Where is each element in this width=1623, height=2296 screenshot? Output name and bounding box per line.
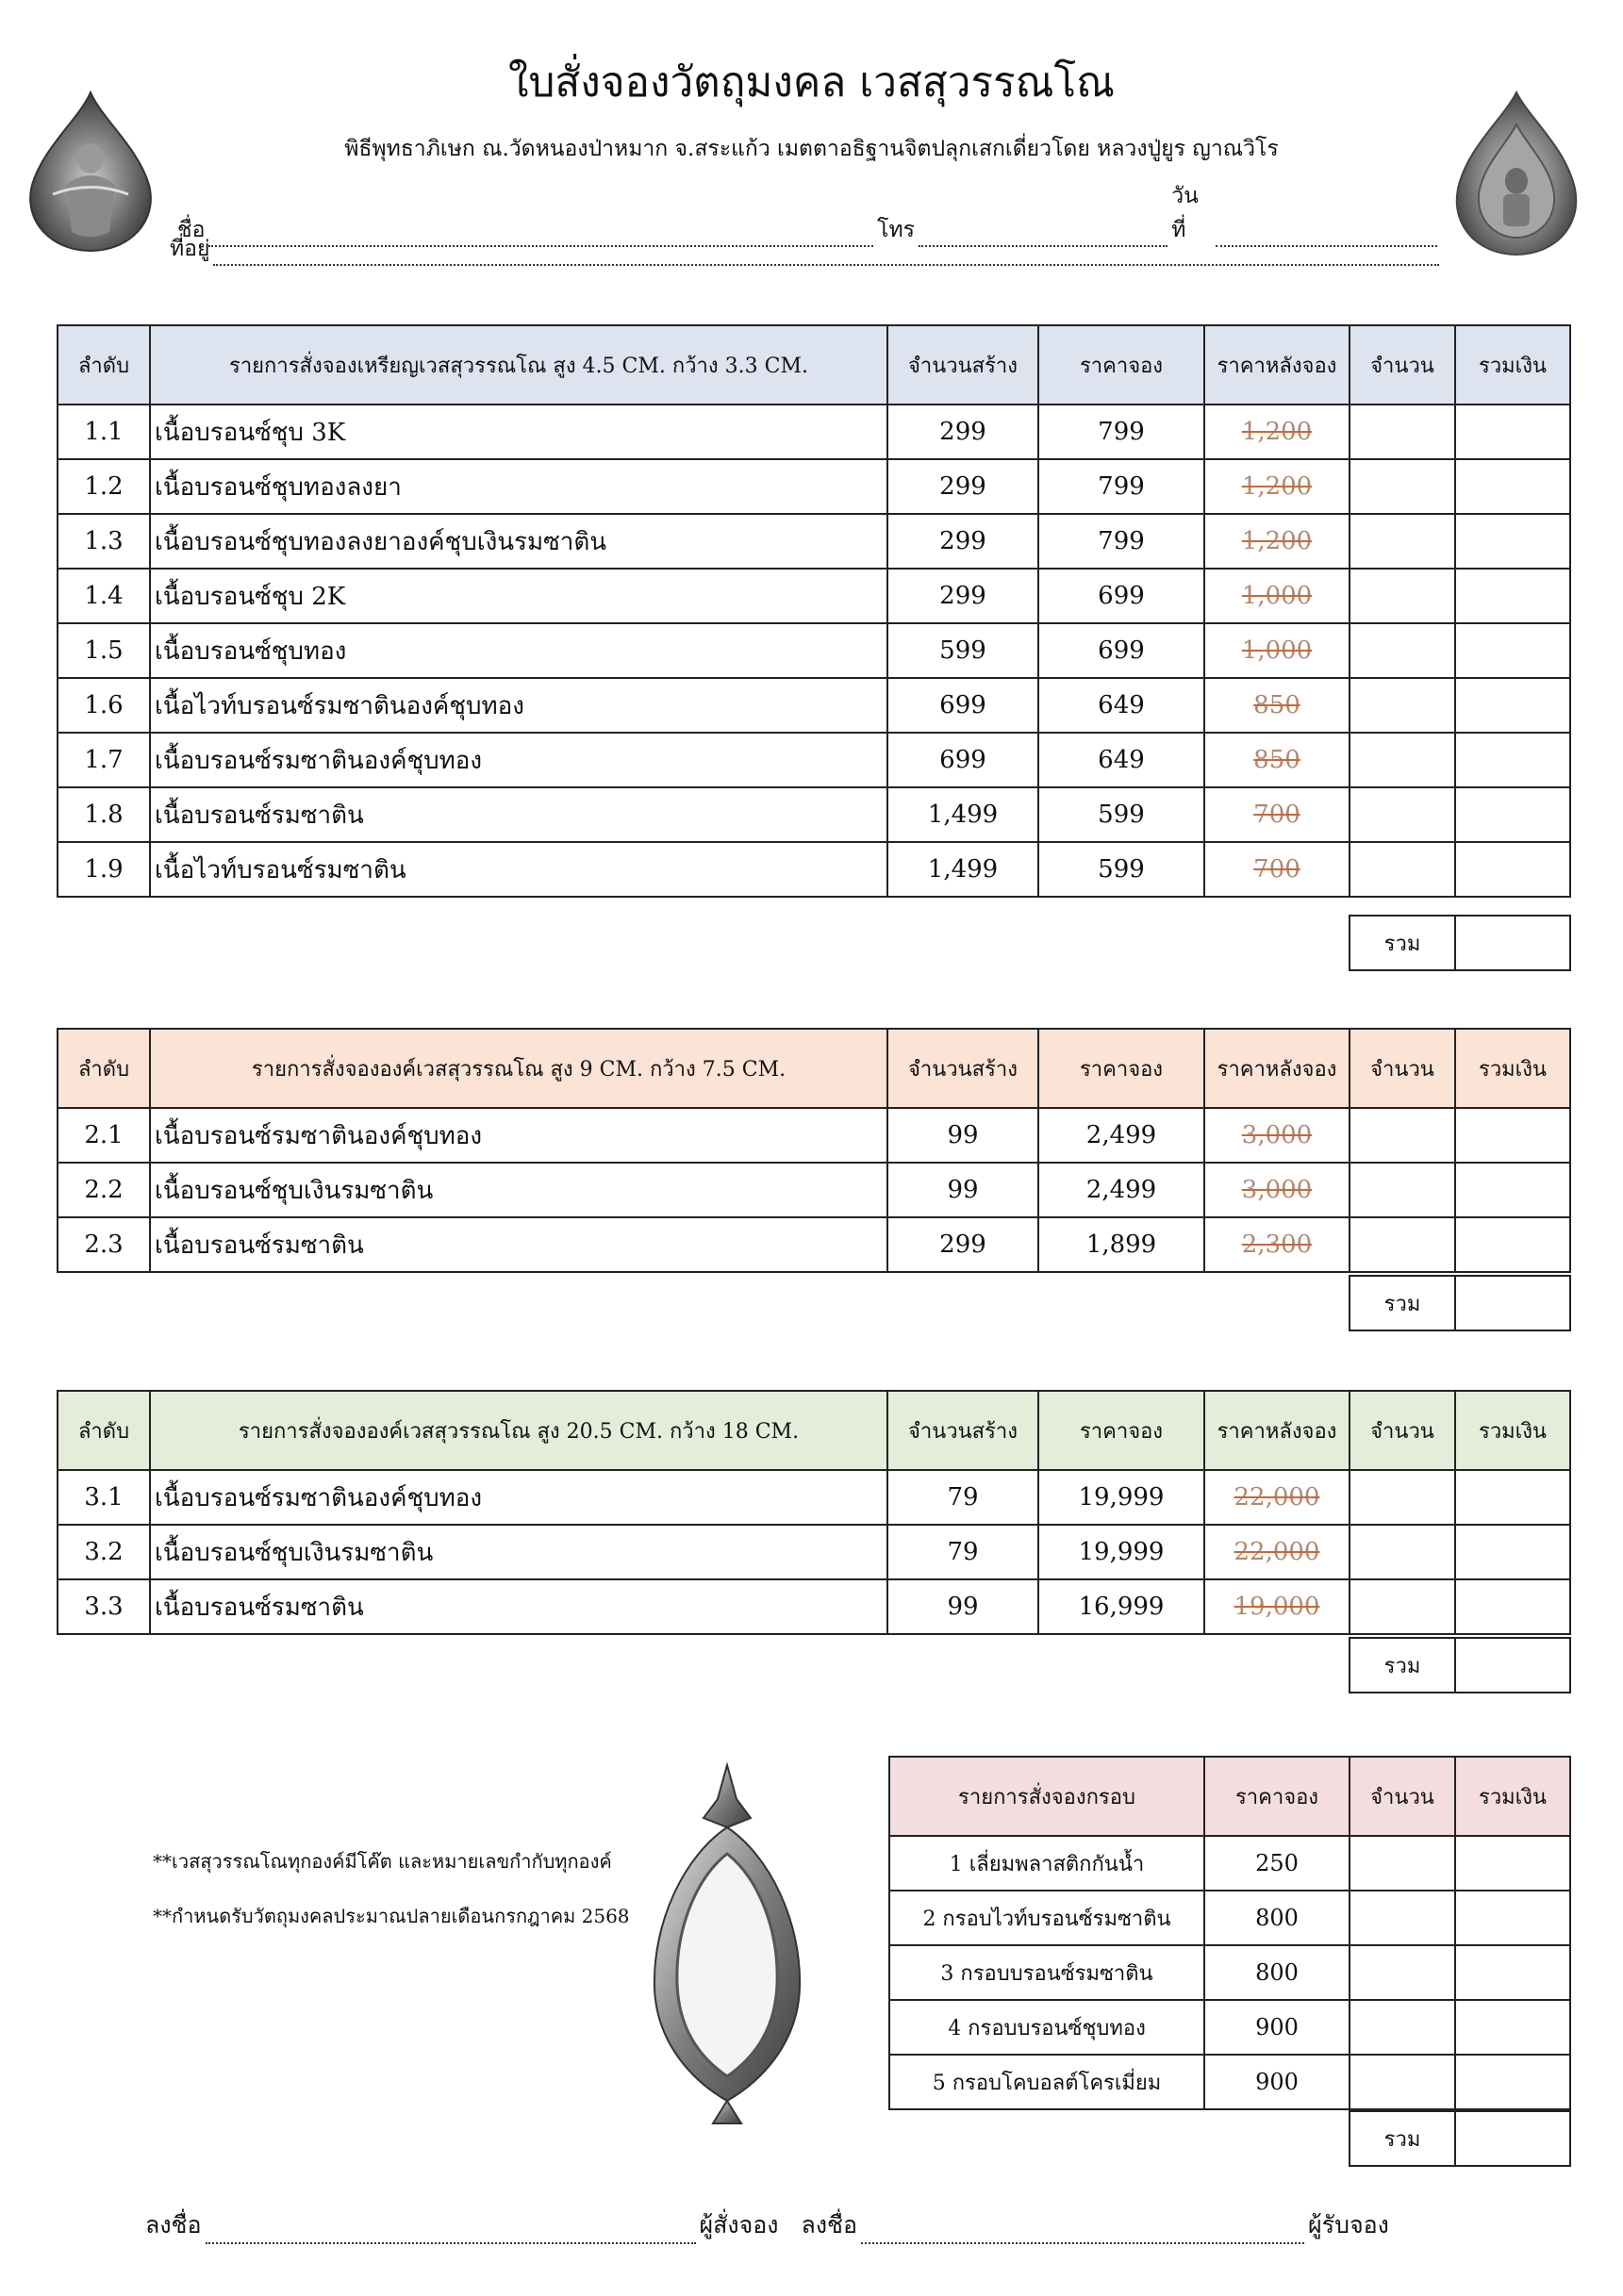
total-cell[interactable] bbox=[1455, 459, 1570, 514]
row-built: 99 bbox=[887, 1163, 1038, 1217]
col-qty: จำนวน bbox=[1350, 325, 1455, 405]
row-price: 19,999 bbox=[1038, 1525, 1204, 1579]
table-row bbox=[58, 459, 1570, 514]
row-no: 1.1 bbox=[58, 405, 150, 459]
total-cell[interactable] bbox=[1455, 2055, 1570, 2109]
receiver-signature-field[interactable] bbox=[861, 2222, 1304, 2244]
page-title: ใบสั่งจองวัตถุมงคล เวสสุวรรณโณ bbox=[508, 58, 1115, 107]
row-no: 1.7 bbox=[58, 733, 150, 787]
row-no: 1.9 bbox=[58, 842, 150, 897]
col-qty: จำนวน bbox=[1350, 1029, 1455, 1108]
qty-cell[interactable] bbox=[1350, 1108, 1455, 1163]
table-row bbox=[58, 787, 1570, 842]
row-after-price: 850 bbox=[1253, 746, 1300, 774]
coin-order-table bbox=[57, 324, 1571, 898]
table-header-row bbox=[58, 1391, 1570, 1470]
table-row bbox=[889, 1945, 1570, 2000]
row-after-price: 19,000 bbox=[1234, 1593, 1320, 1621]
frame-price: 800 bbox=[1204, 1945, 1350, 2000]
total-cell[interactable] bbox=[1455, 733, 1570, 787]
row-item: เนื้อบรอนซ์ชุบทอง bbox=[150, 623, 887, 678]
col-total: รวมเงิน bbox=[1455, 325, 1570, 405]
sign-label-receiver: ลงชื่อ bbox=[801, 2211, 858, 2238]
phone-label: โทร bbox=[877, 218, 915, 242]
total-cell[interactable] bbox=[1455, 514, 1570, 569]
row-after-price: 850 bbox=[1253, 691, 1300, 719]
row-price: 799 bbox=[1038, 514, 1204, 569]
row-after-price: 22,000 bbox=[1234, 1483, 1320, 1511]
col-total: รวมเงิน bbox=[1455, 1391, 1570, 1470]
row-after-price: 3,000 bbox=[1241, 1176, 1313, 1204]
row-no: 3.3 bbox=[58, 1579, 150, 1634]
row-item: เนื้อไวท์บรอนซ์รมซาติน bbox=[150, 842, 887, 897]
name-label: ชื่อ bbox=[177, 218, 206, 242]
row-built: 599 bbox=[887, 623, 1038, 678]
statue-9cm-sum-row bbox=[1349, 1275, 1571, 1331]
note-delivery-date: **กำหนดรับวัตถุมงคลประมาณปลายเดือนกรกฎาคม 2568 bbox=[153, 1905, 630, 1927]
frame-price: 900 bbox=[1204, 2000, 1350, 2055]
qty-cell[interactable] bbox=[1350, 1470, 1455, 1525]
table-row bbox=[58, 1579, 1570, 1634]
row-item: เนื้อบรอนซ์ชุบ 2K bbox=[150, 569, 887, 623]
qty-cell[interactable] bbox=[1350, 569, 1455, 623]
frame-sum-row bbox=[1349, 2110, 1571, 2167]
frame-price: 250 bbox=[1204, 1836, 1350, 1891]
table-row bbox=[889, 1891, 1570, 1945]
row-no: 1.4 bbox=[58, 569, 150, 623]
col-qty: จำนวน bbox=[1350, 1757, 1455, 1836]
total-cell[interactable] bbox=[1455, 1525, 1570, 1579]
table-row bbox=[58, 1525, 1570, 1579]
row-built: 299 bbox=[887, 569, 1038, 623]
sum-label: รวม bbox=[1350, 1638, 1455, 1693]
sum-total-cell[interactable] bbox=[1455, 1638, 1570, 1693]
frame-item: 5 กรอบโคบอลต์โครเมี่ยม bbox=[889, 2055, 1204, 2109]
row-no: 2.2 bbox=[58, 1163, 150, 1217]
qty-cell[interactable] bbox=[1350, 1579, 1455, 1634]
row-item: เนื้อบรอนซ์รมซาตินองค์ชุบทอง bbox=[150, 1470, 887, 1525]
row-built: 79 bbox=[887, 1470, 1038, 1525]
total-cell[interactable] bbox=[1455, 1108, 1570, 1163]
col-after-price: ราคาหลังจอง bbox=[1204, 1029, 1350, 1108]
sign-label-orderer: ลงชื่อ bbox=[145, 2211, 202, 2238]
table-header-row bbox=[889, 1757, 1570, 1836]
col-total: รวมเงิน bbox=[1455, 1757, 1570, 1836]
row-price: 699 bbox=[1038, 569, 1204, 623]
table-row bbox=[58, 1163, 1570, 1217]
row-item: เนื้อไวท์บรอนซ์รมซาตินองค์ชุบทอง bbox=[150, 678, 887, 733]
qty-cell[interactable] bbox=[1350, 405, 1455, 459]
amulet-image-left bbox=[25, 91, 157, 253]
row-no: 2.3 bbox=[58, 1217, 150, 1272]
address-row bbox=[170, 232, 1452, 266]
statue-9cm-order-table bbox=[57, 1028, 1571, 1273]
section-heading: รายการสั่งจององค์เวสสุวรรณโณ สูง 9 CM. กว้าง 7.5 CM. bbox=[150, 1029, 887, 1108]
statue-20cm-order-table bbox=[57, 1390, 1571, 1635]
frame-item: 2 กรอบไวท์บรอนซ์รมซาติน bbox=[889, 1891, 1204, 1945]
sum-label: รวม bbox=[1350, 2111, 1455, 2166]
col-total: รวมเงิน bbox=[1455, 1029, 1570, 1108]
total-cell[interactable] bbox=[1455, 842, 1570, 897]
frame-order-table bbox=[888, 1756, 1571, 2110]
qty-cell[interactable] bbox=[1350, 1163, 1455, 1217]
total-cell[interactable] bbox=[1455, 678, 1570, 733]
sum-total-cell[interactable] bbox=[1455, 2111, 1570, 2166]
row-no: 1.3 bbox=[58, 514, 150, 569]
total-cell[interactable] bbox=[1455, 2000, 1570, 2055]
total-cell[interactable] bbox=[1455, 569, 1570, 623]
row-no: 1.5 bbox=[58, 623, 150, 678]
total-cell[interactable] bbox=[1455, 1891, 1570, 1945]
frame-item: 1 เลี่ยมพลาสติกกันน้ำ bbox=[889, 1836, 1204, 1891]
row-no: 2.1 bbox=[58, 1108, 150, 1163]
address-field[interactable] bbox=[213, 243, 1439, 266]
amulet-image-right bbox=[1450, 91, 1582, 256]
row-built: 299 bbox=[887, 514, 1038, 569]
row-price: 599 bbox=[1038, 787, 1204, 842]
row-price: 2,499 bbox=[1038, 1108, 1204, 1163]
ornate-frame-image bbox=[647, 1761, 807, 2129]
row-price: 799 bbox=[1038, 459, 1204, 514]
row-item: เนื้อบรอนซ์รมซาติน bbox=[150, 787, 887, 842]
col-built: จำนวนสร้าง bbox=[887, 1391, 1038, 1470]
section-heading: รายการสั่งจองเหรียญเวสสุวรรณโณ สูง 4.5 CM. กว้าง 3.3 CM. bbox=[150, 325, 887, 405]
row-item: เนื้อบรอนซ์รมซาตินองค์ชุบทอง bbox=[150, 733, 887, 787]
qty-cell[interactable] bbox=[1350, 1836, 1455, 1891]
table-header-row bbox=[58, 1029, 1570, 1108]
address-label: ที่อยู่ bbox=[170, 237, 210, 261]
table-row bbox=[58, 569, 1570, 623]
total-cell[interactable] bbox=[1455, 1579, 1570, 1634]
coin-sum-row bbox=[1349, 915, 1571, 971]
qty-cell[interactable] bbox=[1350, 2055, 1455, 2109]
qty-cell[interactable] bbox=[1350, 1217, 1455, 1272]
qty-cell[interactable] bbox=[1350, 1525, 1455, 1579]
row-no: 1.2 bbox=[58, 459, 150, 514]
qty-cell[interactable] bbox=[1350, 459, 1455, 514]
total-cell[interactable] bbox=[1455, 1217, 1570, 1272]
col-no: ลำดับ bbox=[58, 1391, 150, 1470]
orderer-role: ผู้สั่งจอง bbox=[699, 2211, 779, 2238]
qty-cell[interactable] bbox=[1350, 1891, 1455, 1945]
qty-cell[interactable] bbox=[1350, 1945, 1455, 2000]
col-no: ลำดับ bbox=[58, 1029, 150, 1108]
table-row bbox=[58, 514, 1570, 569]
row-after-price: 1,200 bbox=[1241, 527, 1313, 555]
row-no: 3.1 bbox=[58, 1470, 150, 1525]
table-row bbox=[58, 842, 1570, 897]
row-item: เนื้อบรอนซ์รมซาติน bbox=[150, 1579, 887, 1634]
total-cell[interactable] bbox=[1455, 405, 1570, 459]
row-built: 99 bbox=[887, 1579, 1038, 1634]
frame-heading: รายการสั่งจองกรอบ bbox=[889, 1757, 1204, 1836]
col-price: ราคาจอง bbox=[1038, 325, 1204, 405]
row-item: เนื้อบรอนซ์ชุบทองลงยาองค์ชุบเงินรมซาติน bbox=[150, 514, 887, 569]
row-after-price: 700 bbox=[1253, 801, 1300, 829]
row-item: เนื้อบรอนซ์รมซาตินองค์ชุบทอง bbox=[150, 1108, 887, 1163]
row-price: 16,999 bbox=[1038, 1579, 1204, 1634]
row-item: เนื้อบรอนซ์ชุบ 3K bbox=[150, 405, 887, 459]
total-cell[interactable] bbox=[1455, 1836, 1570, 1891]
row-price: 649 bbox=[1038, 733, 1204, 787]
qty-cell[interactable] bbox=[1350, 514, 1455, 569]
frame-item: 3 กรอบบรอนซ์รมซาติน bbox=[889, 1945, 1204, 2000]
table-row bbox=[58, 1217, 1570, 1272]
row-price: 1,899 bbox=[1038, 1217, 1204, 1272]
row-no: 3.2 bbox=[58, 1525, 150, 1579]
row-no: 1.8 bbox=[58, 787, 150, 842]
sum-total-cell[interactable] bbox=[1455, 916, 1570, 970]
frame-price: 800 bbox=[1204, 1891, 1350, 1945]
row-after-price: 3,000 bbox=[1241, 1121, 1313, 1149]
qty-cell[interactable] bbox=[1350, 623, 1455, 678]
row-after-price: 1,000 bbox=[1241, 582, 1313, 610]
row-price: 649 bbox=[1038, 678, 1204, 733]
table-row bbox=[889, 1836, 1570, 1891]
date-label: วันที่ bbox=[1171, 184, 1199, 242]
ceremony-subtitle: พิธีพุทธาภิเษก ณ.วัดหนองป่าหมาก จ.สระแก้ว เมตตาอธิฐานจิตปลุกเสกเดี่ยวโดย หลวงปู่ยูร ญาณวิโร bbox=[344, 137, 1279, 161]
row-built: 699 bbox=[887, 678, 1038, 733]
total-cell[interactable] bbox=[1455, 1945, 1570, 2000]
row-price: 699 bbox=[1038, 623, 1204, 678]
row-built: 699 bbox=[887, 733, 1038, 787]
row-built: 99 bbox=[887, 1108, 1038, 1163]
row-built: 1,499 bbox=[887, 787, 1038, 842]
row-after-price: 700 bbox=[1253, 855, 1300, 884]
row-item: เนื้อบรอนซ์ชุบเงินรมซาติน bbox=[150, 1525, 887, 1579]
row-price: 2,499 bbox=[1038, 1163, 1204, 1217]
qty-cell[interactable] bbox=[1350, 842, 1455, 897]
col-qty: จำนวน bbox=[1350, 1391, 1455, 1470]
col-price: ราคาจอง bbox=[1038, 1391, 1204, 1470]
table-row bbox=[58, 733, 1570, 787]
total-cell[interactable] bbox=[1455, 1163, 1570, 1217]
note-code-number: **เวสสุวรรณโณทุกองค์มีโค๊ต และหมายเลขกำกับทุกองค์ bbox=[153, 1850, 612, 1873]
col-after-price: ราคาหลังจอง bbox=[1204, 325, 1350, 405]
table-row bbox=[58, 1470, 1570, 1525]
qty-cell[interactable] bbox=[1350, 787, 1455, 842]
orderer-signature-field[interactable] bbox=[206, 2222, 696, 2244]
table-row bbox=[58, 623, 1570, 678]
table-header-row bbox=[58, 325, 1570, 405]
row-after-price: 1,000 bbox=[1241, 636, 1313, 665]
row-price: 599 bbox=[1038, 842, 1204, 897]
row-built: 1,499 bbox=[887, 842, 1038, 897]
sum-total-cell[interactable] bbox=[1455, 1276, 1570, 1330]
col-after-price: ราคาหลังจอง bbox=[1204, 1391, 1350, 1470]
col-no: ลำดับ bbox=[58, 325, 150, 405]
row-item: เนื้อบรอนซ์ชุบเงินรมซาติน bbox=[150, 1163, 887, 1217]
total-cell[interactable] bbox=[1455, 787, 1570, 842]
row-item: เนื้อบรอนซ์รมซาติน bbox=[150, 1217, 887, 1272]
col-built: จำนวนสร้าง bbox=[887, 1029, 1038, 1108]
qty-cell[interactable] bbox=[1350, 733, 1455, 787]
row-built: 299 bbox=[887, 405, 1038, 459]
sum-label: รวม bbox=[1350, 916, 1455, 970]
total-cell[interactable] bbox=[1455, 623, 1570, 678]
row-built: 299 bbox=[887, 459, 1038, 514]
col-price: ราคาจอง bbox=[1204, 1757, 1350, 1836]
qty-cell[interactable] bbox=[1350, 678, 1455, 733]
qty-cell[interactable] bbox=[1350, 2000, 1455, 2055]
row-after-price: 1,200 bbox=[1241, 418, 1313, 446]
row-price: 19,999 bbox=[1038, 1470, 1204, 1525]
table-row bbox=[58, 1108, 1570, 1163]
frame-price: 900 bbox=[1204, 2055, 1350, 2109]
table-row bbox=[889, 2055, 1570, 2109]
row-after-price: 22,000 bbox=[1234, 1538, 1320, 1566]
row-after-price: 1,200 bbox=[1241, 472, 1313, 501]
frame-item: 4 กรอบบรอนซ์ชุบทอง bbox=[889, 2000, 1204, 2055]
table-row bbox=[58, 405, 1570, 459]
table-row bbox=[889, 2000, 1570, 2055]
row-price: 799 bbox=[1038, 405, 1204, 459]
col-price: ราคาจอง bbox=[1038, 1029, 1204, 1108]
sum-label: รวม bbox=[1350, 1276, 1455, 1330]
row-item: เนื้อบรอนซ์ชุบทองลงยา bbox=[150, 459, 887, 514]
row-built: 79 bbox=[887, 1525, 1038, 1579]
statue-20cm-sum-row bbox=[1349, 1637, 1571, 1693]
signature-row bbox=[145, 2206, 1389, 2244]
row-after-price: 2,300 bbox=[1241, 1231, 1313, 1259]
table-row bbox=[58, 678, 1570, 733]
receiver-role: ผู้รับจอง bbox=[1308, 2211, 1389, 2238]
total-cell[interactable] bbox=[1455, 1470, 1570, 1525]
col-built: จำนวนสร้าง bbox=[887, 325, 1038, 405]
row-no: 1.6 bbox=[58, 678, 150, 733]
section-heading: รายการสั่งจององค์เวสสุวรรณโณ สูง 20.5 CM. กว้าง 18 CM. bbox=[150, 1391, 887, 1470]
row-built: 299 bbox=[887, 1217, 1038, 1272]
